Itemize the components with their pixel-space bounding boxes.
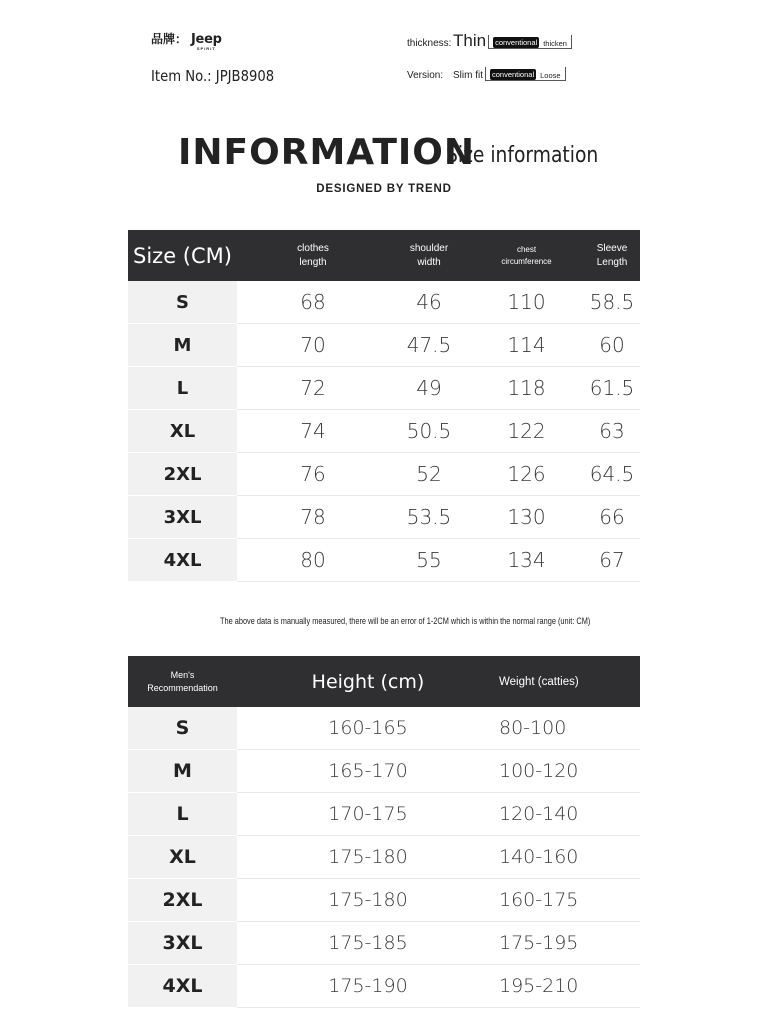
size-cell: 134 <box>469 539 584 582</box>
table-row <box>128 496 640 539</box>
weight-cell: 80-100 <box>499 707 640 750</box>
size-label: M <box>128 324 237 367</box>
size-cell: 60 <box>584 324 640 367</box>
table-row <box>128 324 640 367</box>
size-label: XL <box>128 410 237 453</box>
size-cell: 74 <box>237 410 389 453</box>
size-label: XL <box>128 836 237 879</box>
size-cell: 68 <box>237 281 389 324</box>
jeep-logo-subtext: SPIRIT <box>196 46 216 51</box>
size-cell: 70 <box>237 324 389 367</box>
header-clothes-length-l2: length <box>299 256 327 268</box>
jeep-logo <box>191 33 222 51</box>
thickness-option-thicken: thicken <box>543 39 567 48</box>
header-chest-l2: circumference <box>501 256 552 266</box>
height-cell: 175-180 <box>237 879 499 922</box>
size-chart-table <box>128 230 640 582</box>
table-row <box>128 281 640 324</box>
weight-cell: 120-140 <box>499 793 640 836</box>
height-cell: 165-170 <box>237 750 499 793</box>
version-option-conventional: conventional <box>492 70 535 79</box>
size-label: L <box>128 367 237 410</box>
header-mens-l2: Recommendation <box>147 682 218 693</box>
table-row <box>128 539 640 582</box>
size-cell: 76 <box>237 453 389 496</box>
size-cell: 64.5 <box>584 453 640 496</box>
table-row <box>128 707 640 750</box>
size-cell: 53.5 <box>389 496 469 539</box>
page-title: INFORMATION <box>178 132 476 173</box>
brand-label: 品牌： <box>151 32 188 46</box>
table-row <box>128 922 640 965</box>
size-label: 2XL <box>128 453 237 496</box>
table-row <box>128 750 640 793</box>
measurement-note <box>0 616 768 626</box>
table-row <box>128 453 640 496</box>
size-label: 4XL <box>128 965 237 1008</box>
size-label: 2XL <box>128 879 237 922</box>
header-sleeve-l2: Length <box>596 256 628 268</box>
size-cell: 67 <box>584 539 640 582</box>
table-row <box>128 367 640 410</box>
size-cell: 114 <box>469 324 584 367</box>
header-clothes-length-l1: clothes <box>297 242 329 254</box>
version-scale <box>407 67 566 81</box>
header-size-cm: Size (CM) <box>128 230 237 281</box>
table-row <box>128 965 640 1008</box>
header-shoulder-width-l2: width <box>417 256 441 268</box>
header-shoulder-width <box>389 230 469 281</box>
size-cell: 66 <box>584 496 640 539</box>
recommendation-header <box>128 656 640 707</box>
version-scale-box <box>485 67 566 81</box>
version-option-loose: Loose <box>540 71 561 80</box>
height-cell: 170-175 <box>237 793 499 836</box>
version-label: Version: <box>407 70 444 81</box>
version-option-slim: Slim fit <box>453 70 483 81</box>
size-cell: 58.5 <box>584 281 640 324</box>
table-row <box>128 410 640 453</box>
size-cell: 78 <box>237 496 389 539</box>
item-number: Item No.: JPJB8908 <box>151 67 275 85</box>
size-label: 3XL <box>128 496 237 539</box>
page-subtitle: Size information <box>446 143 599 168</box>
header-height: Height (cm) <box>237 656 499 707</box>
header-weight: Weight (catties) <box>499 656 640 707</box>
weight-cell: 140-160 <box>499 836 640 879</box>
weight-cell: 175-195 <box>499 922 640 965</box>
weight-cell: 100-120 <box>499 750 640 793</box>
size-cell: 63 <box>584 410 640 453</box>
header-mens-recommendation <box>128 656 237 707</box>
height-cell: 160-165 <box>237 707 499 750</box>
brand <box>151 30 222 51</box>
thickness-scale <box>407 32 572 49</box>
size-cell: 61.5 <box>584 367 640 410</box>
thickness-option-thin: Thin <box>453 31 487 50</box>
table-row <box>128 879 640 922</box>
header-mens-l1: Men's <box>170 669 195 680</box>
size-label: L <box>128 793 237 836</box>
size-cell: 122 <box>469 410 584 453</box>
size-cell: 126 <box>469 453 584 496</box>
size-label: 3XL <box>128 922 237 965</box>
measurement-note-text: The above data is manually measured, there will be an error of 1-2CM which is within the normal range (unit: CM) <box>220 616 591 626</box>
size-cell: 50.5 <box>389 410 469 453</box>
size-label: 4XL <box>128 539 237 582</box>
header-clothes-length <box>237 230 389 281</box>
size-cell: 72 <box>237 367 389 410</box>
header-chest-l1: chest <box>516 244 537 254</box>
size-cell: 55 <box>389 539 469 582</box>
size-cell: 118 <box>469 367 584 410</box>
height-cell: 175-180 <box>237 836 499 879</box>
table-row <box>128 836 640 879</box>
weight-cell: 195-210 <box>499 965 640 1008</box>
size-cell: 46 <box>389 281 469 324</box>
table-row <box>128 793 640 836</box>
thickness-scale-box <box>488 35 572 49</box>
weight-cell: 160-175 <box>499 879 640 922</box>
size-cell: 130 <box>469 496 584 539</box>
size-label: S <box>128 281 237 324</box>
header-sleeve-length <box>584 230 640 281</box>
size-cell: 47.5 <box>389 324 469 367</box>
size-cell: 52 <box>389 453 469 496</box>
thickness-label: thickness: <box>407 38 452 49</box>
jeep-logo-text: Jeep <box>191 32 222 47</box>
size-cell: 110 <box>469 281 584 324</box>
size-label: S <box>128 707 237 750</box>
thickness-option-conventional: conventional <box>495 38 538 47</box>
header-sleeve-l1: Sleeve <box>596 242 628 254</box>
height-cell: 175-185 <box>237 922 499 965</box>
size-cell: 80 <box>237 539 389 582</box>
tagline-text: DESIGNED BY TREND <box>316 183 452 195</box>
header-chest-circumference <box>469 230 584 281</box>
height-cell: 175-190 <box>237 965 499 1008</box>
size-cell: 49 <box>389 367 469 410</box>
recommendation-table <box>128 656 640 1008</box>
tagline <box>0 183 768 195</box>
size-label: M <box>128 750 237 793</box>
size-chart-header <box>128 230 640 281</box>
header-shoulder-width-l1: shoulder <box>409 242 449 254</box>
